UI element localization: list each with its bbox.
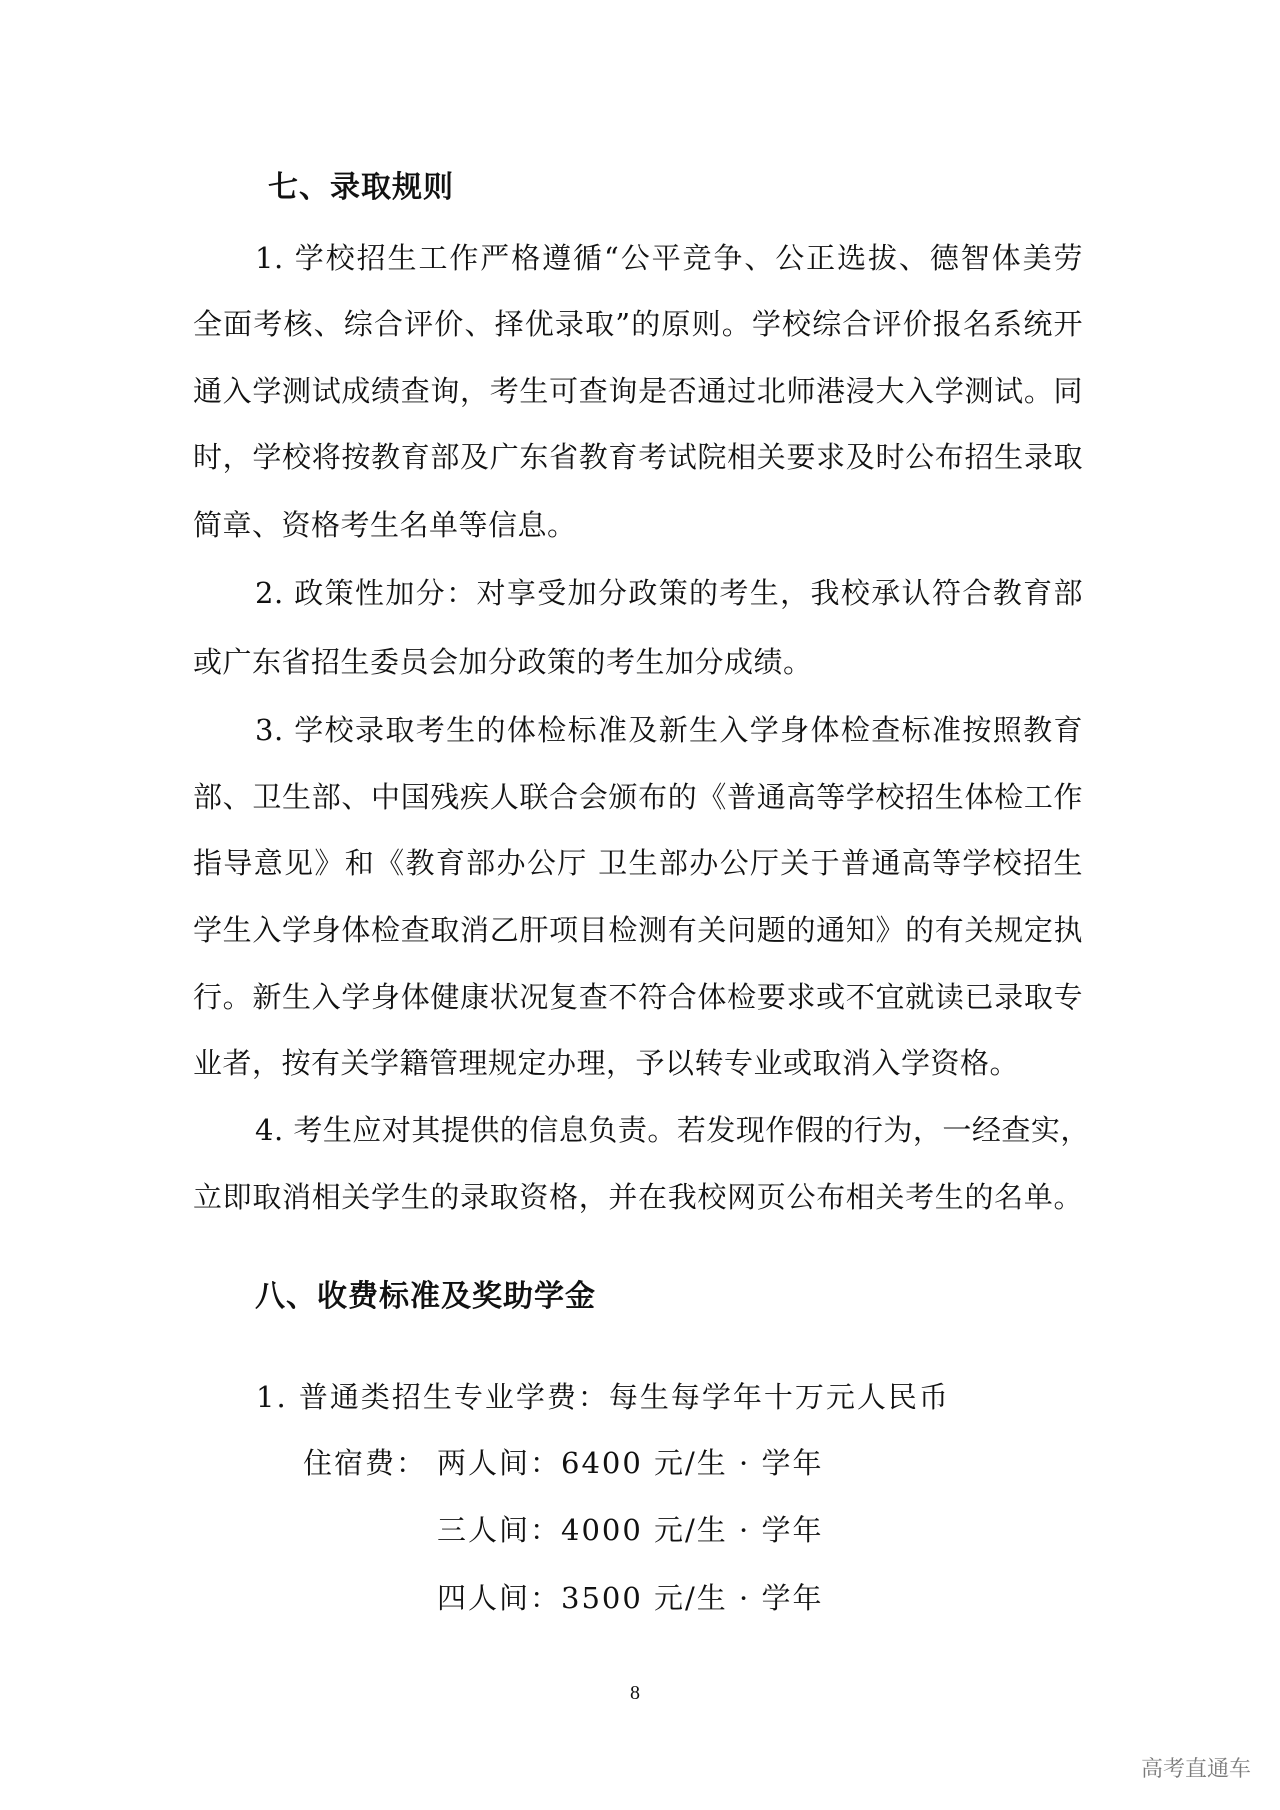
room-fee: 4000 元/生 · 学年 <box>561 1513 824 1547</box>
paragraph-line: 业者，按有关学籍管理规定办理，予以转专业或取消入学资格。 <box>193 1046 1020 1080</box>
paragraph-line: 立即取消相关学生的录取资格，并在我校网页公布相关考生的名单。 <box>193 1180 1083 1214</box>
paragraph-line: 学生入学身体检查取消乙肝项目检测有关问题的通知》的有关规定执 <box>193 913 1083 947</box>
room-fee: 3500 元/生 · 学年 <box>561 1581 824 1615</box>
watermark-text: 高考直通车 <box>1141 1757 1252 1782</box>
paragraph-line: 指导意见》和《教育部办公厅 卫生部办公厅关于普通高等学校招生 <box>193 846 1083 880</box>
paragraph-line: 4. 考生应对其提供的信息负责。若发现作假的行为，一经查实， <box>255 1113 1090 1147</box>
room-type: 四人间： <box>437 1581 562 1615</box>
section-heading-fees-scholarships: 八、收费标准及奖助学金 <box>255 1279 596 1314</box>
paragraph-line: 时，学校将按教育部及广东省教育考试院相关要求及时公布招生录取 <box>193 440 1083 474</box>
room-type: 三人间： <box>437 1513 562 1547</box>
paragraph-line: 行。新生入学身体健康状况复查不符合体检要求或不宜就读已录取专 <box>193 980 1083 1014</box>
section-heading-admission-rules: 七、录取规则 <box>268 170 454 205</box>
room-type: 两人间： <box>437 1446 562 1480</box>
tuition-fee-line: 1. 普通类招生专业学费：每生每学年十万元人民币 <box>256 1380 950 1414</box>
room-fee-double <box>437 1443 823 1483</box>
paragraph-line: 1. 学校招生工作严格遵循“公平竞争、公正选拔、德智体美劳 <box>255 241 1083 275</box>
paragraph-line: 全面考核、综合评价、择优录取”的原则。学校综合评价报名系统开 <box>193 307 1083 341</box>
page-number: 8 <box>630 1682 640 1704</box>
accommodation-label: 住宿费： <box>303 1446 428 1480</box>
paragraph-line: 2. 政策性加分：对享受加分政策的考生，我校承认符合教育部 <box>255 576 1083 610</box>
room-fee: 6400 元/生 · 学年 <box>561 1446 824 1480</box>
paragraph-line: 3. 学校录取考生的体检标准及新生入学身体检查标准按照教育 <box>255 713 1083 747</box>
paragraph-line: 或广东省招生委员会加分政策的考生加分成绩。 <box>193 645 813 679</box>
paragraph-line: 通入学测试成绩查询，考生可查询是否通过北师港浸大入学测试。同 <box>193 374 1083 408</box>
room-fee-triple <box>437 1510 823 1550</box>
room-fee-quad <box>437 1578 823 1618</box>
paragraph-line: 简章、资格考生名单等信息。 <box>193 508 577 542</box>
paragraph-line: 部、卫生部、中国残疾人联合会颁布的《普通高等学校招生体检工作 <box>193 780 1083 814</box>
